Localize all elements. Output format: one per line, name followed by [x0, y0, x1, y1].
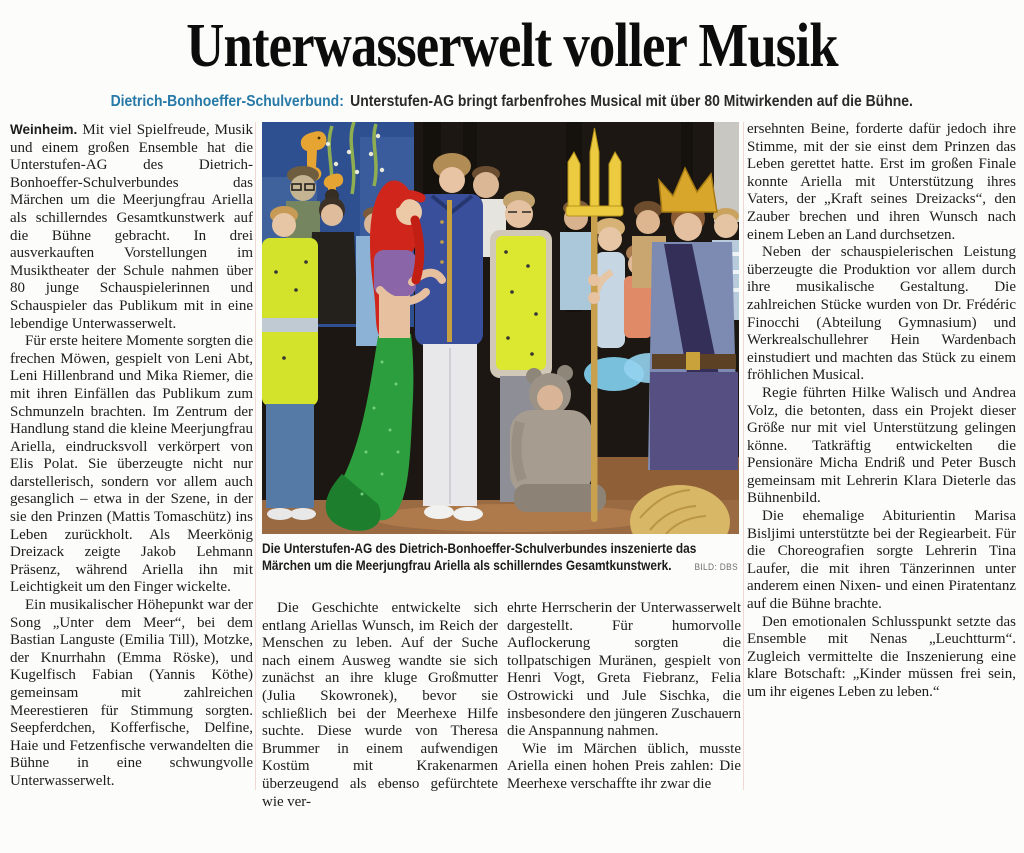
- article-paragraph: [10, 121, 253, 333]
- article-column-4: [747, 121, 1016, 702]
- article-paragraph: Neben der schauspielerischen Leistung überzeugte die Produktion vor allem durch ihre musikalische Gestaltung. Die zahlreichen Stücke wurden von Dr. Frédéric Finocchi (Abteilung Gymnasium) und Werkrealschullehrer Hein Wardenbach einstudiert und machten das Stück zu einem fröhlichen Musical.: [747, 244, 1016, 384]
- article-paragraph: Wie im Märchen üblich, musste Ariella einen hohen Preis zahlen: Die Meerhexe verschaffte ihr zwar die: [507, 740, 741, 792]
- caption-text: Die Unterstufen-AG des Dietrich-Bonhoeffer-Schulverbundes inszenierte das Märchen um die Meerjungfrau Ariella als schillerndes Gesamtkunstwerk.: [262, 541, 697, 573]
- article-column-3: [507, 600, 741, 794]
- kicker-text: Unterstufen-AG bringt farbenfrohes Musical mit über 80 Mitwirkenden auf die Bühne.: [350, 93, 914, 110]
- stage-photo-illustration: [262, 122, 739, 534]
- page-title: Unterwasserwelt voller Musik: [186, 12, 838, 80]
- kicker-line: [0, 93, 1024, 111]
- kicker-label: Dietrich-Bonhoeffer-Schulverbund:: [110, 93, 345, 110]
- prince-figure: [415, 153, 483, 521]
- article-column-2: [262, 600, 498, 811]
- photo-caption: [262, 540, 762, 576]
- stage-photo: [262, 122, 739, 534]
- hivis-boy: [262, 238, 318, 520]
- paragraph-text: Mit viel Spielfreude, Musik und einem großen Ensemble hat die Unterstufen-AG des Dietrich-Bonhoeffer-Schulverbundes das Märchen um die Meerjungfrau Ariella als schillerndes Gesamtkunstwerk auf die Bühne gebracht. In drei ausverkauften Vorstellungen im Musiktheater der Schule nahmen über 80 junge Schauspielerinnen und Schauspieler das Publikum mit in eine lebendige Unterwasserwelt.: [10, 122, 254, 332]
- dateline: Weinheim.: [10, 122, 78, 137]
- article-paragraph: ehrte Herrscherin der Unterwasserwelt dargestellt. Für humorvolle Auflockerung sorgten die tollpatschigen Muränen, gespielt von Henri Vogt, Greta Fiebranz, Felia Ostrowicki und Jule Sischka, die insbesondere den jüngeren Zuschauern die Anspannung nahmen.: [507, 600, 741, 740]
- article-paragraph: Die ehemalige Abiturientin Marisa Bisljimi unterstützte bei der Regiearbeit. Für die Choreografien sorgte Lehrerin Tina Laufer, die mit ihren Tänzerinnen unter anderem einen Nixen- und einen Piratentanz auf die Bühne brachte.: [747, 508, 1016, 613]
- column-rule: [255, 122, 256, 790]
- photo-credit: BILD: DBS: [694, 562, 739, 573]
- article-paragraph: Die Geschichte entwickelte sich entlang Ariellas Wunsch, im Reich der Menschen zu leben. Auf der Suche nach einem Ausweg wandte sie sich zunächst an ihre kluge Großmutter (Julia Skowronek), bevor sie schließlich bei der Meerhexe Hilfe suchte. Diese wurde von Theresa Brummer in einem aufwendigen Kostüm mit Krakenarmen überzeugend als ebenso gefürchtete wie ver-: [262, 600, 498, 810]
- article-column-1: [10, 121, 253, 791]
- article-paragraph: Regie führten Hilke Walisch und Andrea Volz, die betonten, dass ein Projekt dieser Größe nur mit viel Unterstützung gelingen könne. Tatkräftig entwickelten die Pensionäre Micha Endriß und Peter Busch gemeinsam mit Lehrerin Klara Dieterle das Bühnenbild.: [747, 384, 1016, 507]
- column-rule: [743, 122, 744, 790]
- article-paragraph: ersehnten Beine, forderte dafür jedoch ihre Stimme, mit der sie einst dem Prinzen das Leben gerettet hatte. Erst im großen Finale konnte Ariella mit Unterstützung ihres Vaters, der „Kraft seines Dreizacks“, den Zauber brechen und ihren Wunsch nach einem Leben an Land durchsetzen.: [747, 121, 1016, 243]
- article-paragraph: Für erste heitere Momente sorgten die frechen Möwen, gespielt von Leni Abt, Leni Hillenbrand und Mika Riemer, die mit ihren Einfällen das Publikum zum Schmunzeln brachten. Im Zentrum der Handlung stand die kleine Meerjungfrau Ariella, eindrucksvoll verkörpert von Elis Polat. Sie überzeugte nicht nur darstellerisch, sondern vor allem auch gesanglich – etwa in der Szene, in der sie den Prinzen (Mattis Tomaschütz) ins Leben zurückholt. Als Meerkönig Dreizack zeigte Jakob Lehmann Präsenz, während Ariella ihn mit Leichtigkeit um den Finger wickelte.: [10, 333, 253, 596]
- article-paragraph: Ein musikalischer Höhepunkt war der Song „Unter dem Meer“, bei dem Bastian Languste (Emilia Till), Motzke, der Knurrhahn (Emma Röske), und Kugelfisch Fabian (Yannis Köthe) gemeinsam mit zahlreichen Meerestieren für Stimmung sorgten. Seepferdchen, Kofferfische, Delfine, Haie und Fetzenfische verwandelten die Bühne in eine schwungvolle Unterwasserwelt.: [10, 597, 253, 789]
- article-paragraph: Den emotionalen Schlusspunkt setzte das Ensemble mit Nenas „Leuchtturm“. Zugleich vermittelte die Inszenierung eine klare Botschaft: „Kinder müssen frei sein, um ihr eigenes Leben zu leben.“: [747, 613, 1016, 700]
